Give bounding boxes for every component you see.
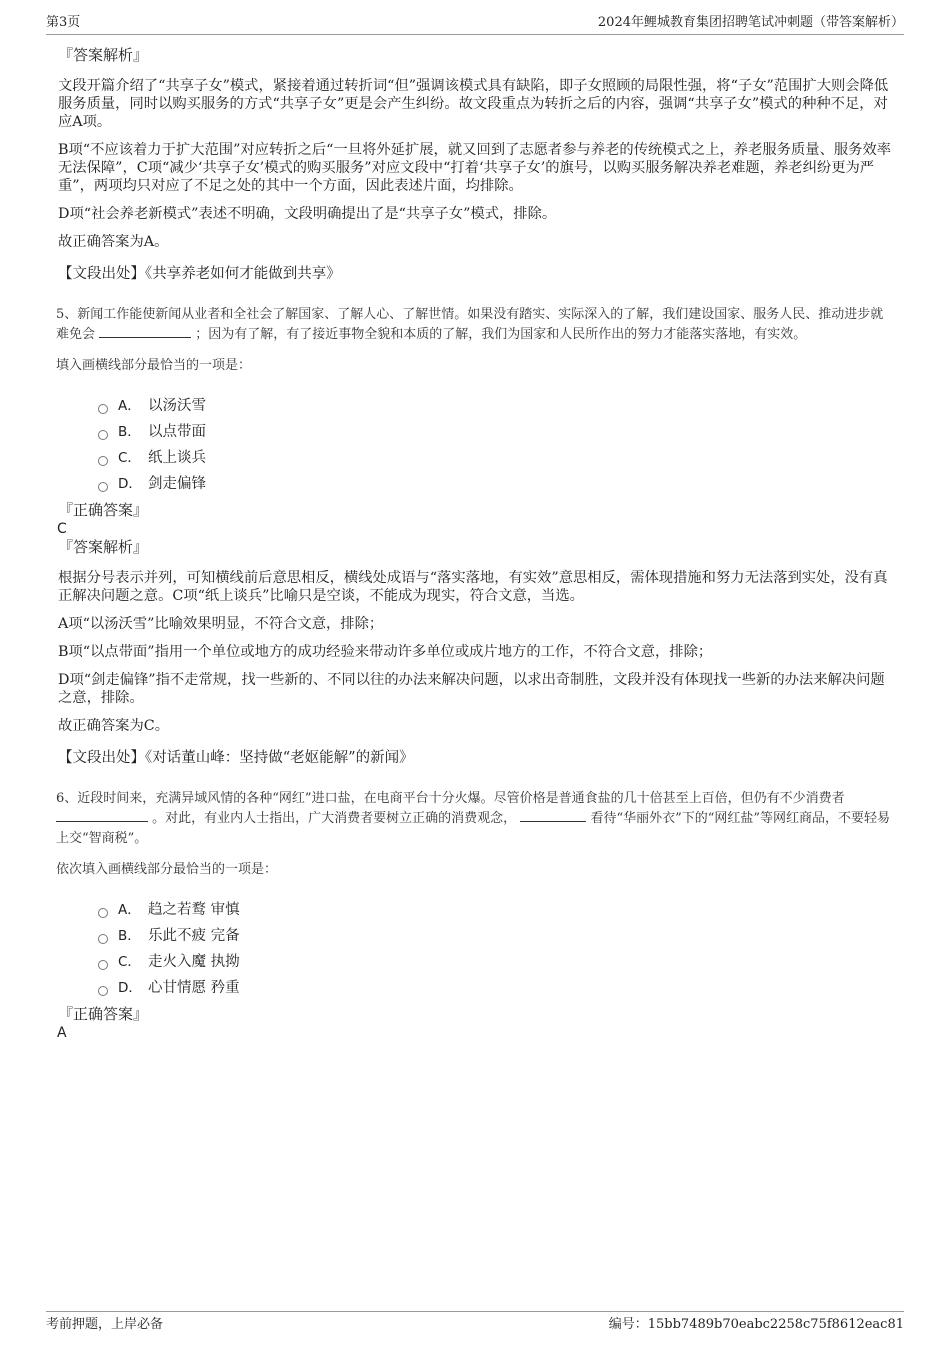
q5-analysis-para-1: 根据分号表示并列，可知横线前后意思相反，横线处成语与“落实落地，有实效”意思相反，需体现措施和努力无法落到实处，没有真正解决问题之意。C项“纸上谈兵”比喻只是空谈，不能成为现实，符合文意，当选。 bbox=[58, 570, 888, 604]
q5-correct-answer: C bbox=[57, 521, 67, 537]
radio-icon[interactable] bbox=[98, 934, 108, 944]
q6-instruction: 依次填入画横线部分最恰当的一项是： bbox=[56, 862, 278, 877]
q4-analysis-para-2: B项“不应该着力于扩大范围”对应转折之后“一旦将外延扩展，就又回到了志愿者参与养老的传统模式之上，养老服务质量、服务效率无法保障”，C项“减少‘共享子女’模式的购买服务”对应文段中“打着‘共享子女’的旗号，以购买服务解决养老难题，养老纠纷更为严重”，两项均只对应了不足之处的其中一个方面，因此表述片面，均排除。 bbox=[58, 142, 892, 194]
q5-analysis-para-5: 故正确答案为C。 bbox=[58, 718, 170, 734]
q5-instruction: 填入画横线部分最恰当的一项是： bbox=[56, 358, 252, 373]
q5-analysis-para-2: A项“以汤沃雪”比喻效果明显，不符合文意，排除； bbox=[58, 616, 384, 632]
q6-option-c[interactable]: C． 走火入魔 执拗 bbox=[98, 953, 896, 971]
page-number: 第3页 bbox=[46, 15, 81, 30]
page-header bbox=[46, 14, 904, 35]
q5-option-a[interactable]: A． 以汤沃雪 bbox=[98, 397, 896, 415]
q6-stem bbox=[56, 789, 896, 849]
q5-option-c[interactable]: C． 纸上谈兵 bbox=[98, 449, 896, 467]
document-id: 编号：15bb7489b70eabc2258c75f8612eac81 bbox=[608, 1317, 904, 1332]
q6-blank-1 bbox=[56, 809, 148, 822]
radio-icon[interactable] bbox=[98, 430, 108, 440]
q5-stem-part2: ；因为有了解，有了接近事物全貌和本质的了解，我们为国家和人民所作出的努力才能落实落地，有实效。 bbox=[195, 327, 807, 342]
radio-icon[interactable] bbox=[98, 908, 108, 918]
q6-option-a[interactable]: A． 趋之若鹜 审慎 bbox=[98, 901, 896, 919]
q6-stem-part1: 6、近段时间来，充满异域风情的各种“网红”进口盐，在电商平台十分火爆。尽管价格是普通食盐的几十倍甚至上百倍，但仍有不少消费者 bbox=[56, 791, 845, 806]
document-title: 2024年鲤城教育集团招聘笔试冲刺题（带答案解析） bbox=[597, 15, 904, 30]
q6-stem-part2: 。对此，有业内人士指出，广大消费者要树立正确的消费观念， bbox=[152, 811, 517, 826]
q4-analysis-label: 『答案解析』 bbox=[58, 46, 149, 64]
q4-analysis-para-1: 文段开篇介绍了“共享子女”模式，紧接着通过转折词“但”强调该模式具有缺陷，即子女照顾的局限性强，将“子女”范围扩大则会降低服务质量，同时以购买服务的方式“共享子女”更是会产生纠纷。故文段重点为转折之后的内容，强调“共享子女”模式的种种不足，对应A项。 bbox=[58, 78, 889, 130]
q6-options bbox=[98, 901, 896, 997]
radio-icon[interactable] bbox=[98, 482, 108, 492]
q5-options bbox=[98, 397, 896, 493]
q4-source: 【文段出处】《共享养老如何才能做到共享》 bbox=[58, 266, 341, 282]
q5-option-d[interactable]: D． 剑走偏锋 bbox=[98, 475, 896, 493]
q5-analysis-label: 『答案解析』 bbox=[58, 538, 149, 556]
q6-stem-part3: 看待“华丽外衣”下的“网红盐”等网红商品，不要轻易上交“智商税”。 bbox=[56, 811, 891, 846]
q5-correct-label: 『正确答案』 bbox=[58, 501, 149, 519]
q5-analysis-para-4: D项“剑走偏锋”指不走常规，找一些新的、不同以往的办法来解决问题，以求出奇制胜，文段并没有体现找一些新的办法来解决问题之意，排除。 bbox=[58, 672, 885, 706]
radio-icon[interactable] bbox=[98, 960, 108, 970]
q6-blank-2 bbox=[520, 809, 586, 822]
page-content bbox=[56, 46, 896, 1042]
q4-analysis-para-4: 故正确答案为A。 bbox=[58, 234, 169, 250]
radio-icon[interactable] bbox=[98, 986, 108, 996]
q6-option-d[interactable]: D． 心甘情愿 矜重 bbox=[98, 979, 896, 997]
radio-icon[interactable] bbox=[98, 404, 108, 414]
q5-stem-part1: 5、新闻工作能使新闻从业者和全社会了解国家、了解人心、了解世情。如果没有踏实、实际深入的了解，我们建设国家、服务人民、推动进步就难免会 bbox=[56, 307, 884, 342]
q5-blank bbox=[99, 325, 191, 338]
q4-analysis-para-3: D项“社会养老新模式”表述不明确，文段明确提出了是“共享子女”模式，排除。 bbox=[58, 206, 557, 222]
q5-stem bbox=[56, 305, 896, 345]
q6-correct-answer: A bbox=[57, 1025, 67, 1041]
page-footer bbox=[46, 1311, 904, 1336]
footer-slogan: 考前押题，上岸必备 bbox=[46, 1317, 164, 1332]
q5-option-b[interactable]: B． 以点带面 bbox=[98, 423, 896, 441]
q5-source: 【文段出处】《对话董山峰：坚持做“老妪能解”的新闻》 bbox=[58, 750, 414, 766]
radio-icon[interactable] bbox=[98, 456, 108, 466]
q6-correct-label: 『正确答案』 bbox=[58, 1005, 149, 1023]
q6-option-b[interactable]: B． 乐此不疲 完备 bbox=[98, 927, 896, 945]
q5-analysis-para-3: B项“以点带面”指用一个单位或地方的成功经验来带动许多单位或成片地方的工作，不符合文意，排除； bbox=[58, 644, 713, 660]
